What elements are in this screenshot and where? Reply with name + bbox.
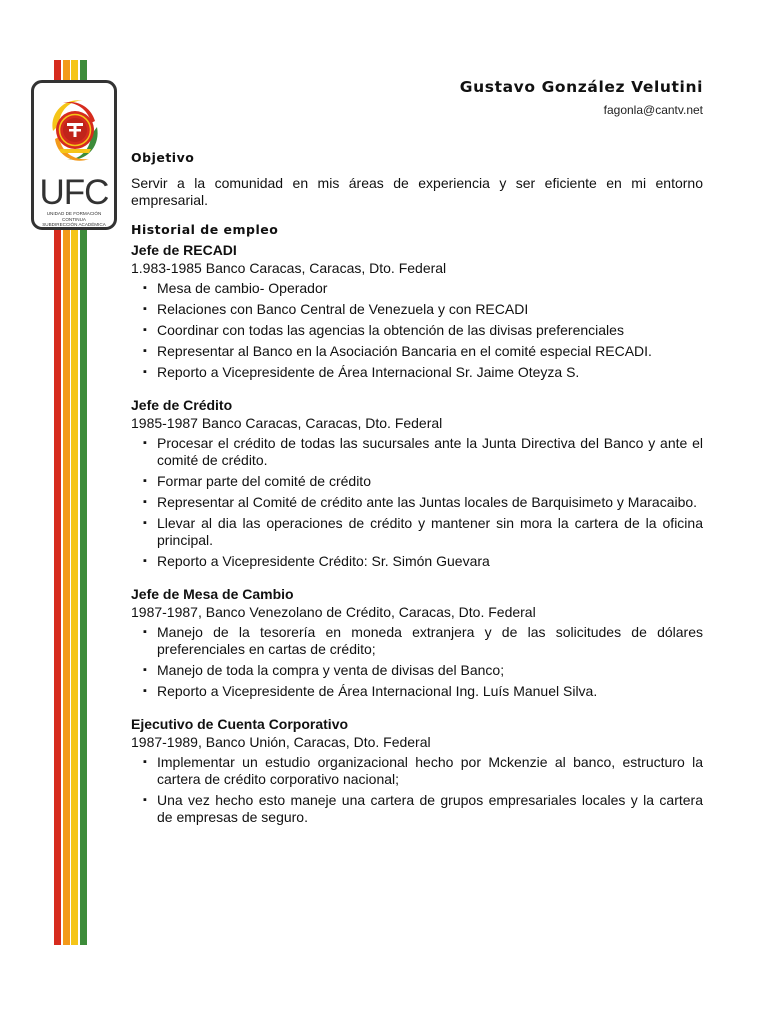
ufc-logo	[31, 80, 117, 230]
job-entry	[131, 396, 703, 570]
duty-text: Reporto a Vicepresidente de Área Internacional Ing. Luís Manuel Silva.	[157, 683, 598, 699]
bullet-icon: ▪	[143, 685, 147, 697]
duty-text: Coordinar con todas las agencias la obtención de las divisas preferenciales	[157, 322, 624, 338]
bullet-icon: ▪	[143, 437, 147, 449]
history-heading: Historial de empleo	[131, 222, 279, 237]
job-period: 1987-1989, Banco Unión, Caracas, Dto. Federal	[131, 734, 431, 750]
candidate-name: Gustavo González Velutini	[459, 78, 703, 96]
bullet-icon: ▪	[143, 324, 147, 336]
bullet-icon: ▪	[143, 475, 147, 487]
duty-text: Relaciones con Banco Central de Venezuela y con RECADI	[157, 301, 529, 317]
duty-text: Procesar el crédito de todas las sucursales ante la Junta Directiva del Banco y ante el comité de crédito.	[157, 435, 703, 468]
bullet-icon: ▪	[143, 756, 147, 768]
duty-list	[131, 754, 703, 826]
duty-text: Representar al Comité de crédito ante las Juntas locales de Barquisimeto y Maracaibo.	[157, 494, 698, 510]
duty-item	[131, 364, 703, 381]
duty-item	[131, 435, 703, 469]
duty-text: Manejo de la tesorería en moneda extranjera y de las solicitudes de dólares preferenciales en cartas de crédito;	[157, 624, 703, 657]
objective-heading: Objetivo	[131, 150, 195, 165]
bullet-icon: ▪	[143, 366, 147, 378]
ufc-emblem-icon	[43, 91, 107, 171]
duty-text: Mesa de cambio- Operador	[157, 280, 328, 296]
job-period: 1.983-1985 Banco Caracas, Caracas, Dto. Federal	[131, 260, 447, 276]
job-period: 1987-1987, Banco Venezolano de Crédito, Caracas, Dto. Federal	[131, 604, 536, 620]
duty-item	[131, 553, 703, 570]
candidate-email: fagonla@cantv.net	[603, 103, 703, 117]
duty-item	[131, 662, 703, 679]
duty-item	[131, 301, 703, 318]
job-list	[131, 241, 703, 826]
duty-list	[131, 280, 703, 381]
duty-text: Reporto a Vicepresidente Crédito: Sr. Simón Guevara	[157, 553, 490, 569]
job-title: Jefe de Mesa de Cambio	[131, 586, 294, 602]
duty-text: Formar parte del comité de crédito	[157, 473, 371, 489]
job-title: Jefe de Crédito	[131, 397, 233, 413]
duty-item	[131, 792, 703, 826]
duty-item	[131, 494, 703, 511]
bullet-icon: ▪	[143, 794, 147, 806]
duty-text: Reporto a Vicepresidente de Área Internacional Sr. Jaime Oteyza S.	[157, 364, 580, 380]
duty-item	[131, 322, 703, 339]
bullet-icon: ▪	[143, 626, 147, 638]
job-entry	[131, 241, 703, 381]
duty-item	[131, 754, 703, 788]
duty-item	[131, 624, 703, 658]
duty-text: Una vez hecho esto maneje una cartera de grupos empresariales locales y la cartera de empresas de seguro.	[157, 792, 703, 825]
duty-list	[131, 435, 703, 570]
duty-item	[131, 515, 703, 549]
bullet-icon: ▪	[143, 345, 147, 357]
duty-item	[131, 343, 703, 360]
bullet-icon: ▪	[143, 496, 147, 508]
duty-text: Implementar un estudio organizacional hecho por Mckenzie al banco, estructuro la cartera de crédito corporativo nacional;	[157, 754, 703, 787]
job-period: 1985-1987 Banco Caracas, Caracas, Dto. Federal	[131, 415, 443, 431]
job-title: Jefe de RECADI	[131, 242, 237, 258]
bullet-icon: ▪	[143, 555, 147, 567]
bullet-icon: ▪	[143, 517, 147, 529]
bullet-icon: ▪	[143, 282, 147, 294]
duty-text: Llevar al dia las operaciones de crédito y mantener sin mora la cartera de la oficina principal.	[157, 515, 703, 548]
job-entry	[131, 715, 703, 826]
bullet-icon: ▪	[143, 664, 147, 676]
bullet-icon: ▪	[143, 303, 147, 315]
duty-item	[131, 473, 703, 490]
job-title: Ejecutivo de Cuenta Corporativo	[131, 716, 349, 732]
duty-text: Manejo de toda la compra y venta de divisas del Banco;	[157, 662, 505, 678]
logo-subtitle: UNIDAD DE FORMACIÓN CONTINUA SUBDIRECCIÓN ACADÉMICA	[42, 211, 106, 227]
resume-body	[131, 150, 703, 841]
duty-item	[131, 683, 703, 700]
duty-text: Representar al Banco en la Asociación Bancaria en el comité especial RECADI.	[157, 343, 652, 359]
job-entry	[131, 585, 703, 700]
objective-text: Servir a la comunidad en mis áreas de experiencia y ser eficiente en mi entorno empresarial.	[131, 175, 703, 208]
logo-wordmark: UFC	[39, 173, 109, 212]
duty-list	[131, 624, 703, 700]
duty-item	[131, 280, 703, 297]
